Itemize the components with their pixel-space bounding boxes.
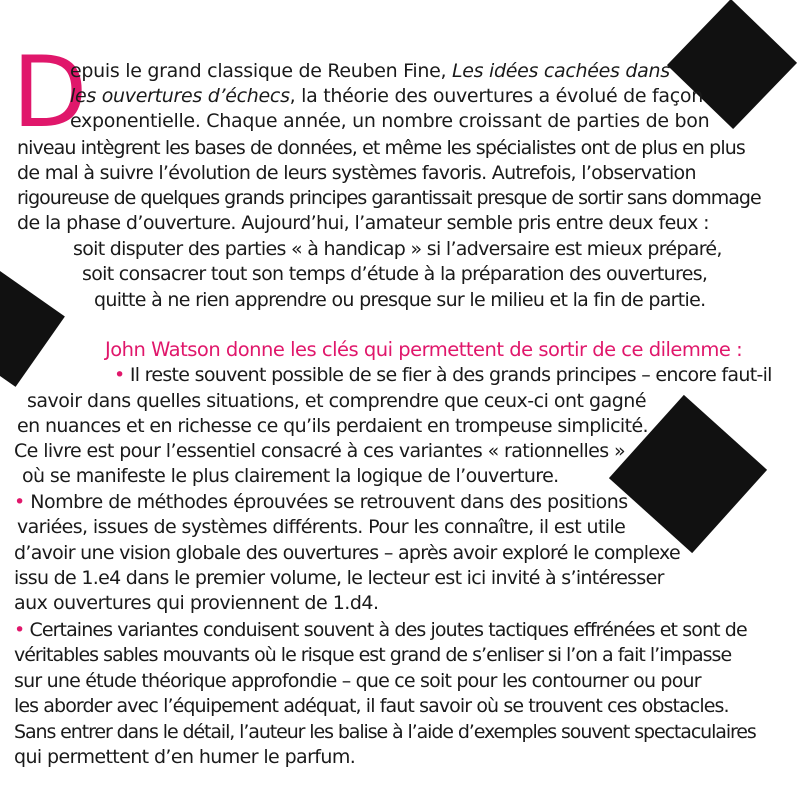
bullet-text: Certaines variantes conduisent souvent à des joutes tactiques effrénées et sont de xyxy=(24,619,747,641)
bullet-line: Sans entrer dans le détail, l’auteur les balise à l’aide d’exemples souvent spectaculaires xyxy=(14,721,756,743)
subheading: John Watson donne les clés qui permettent de sortir de ce dilemme : xyxy=(105,338,743,361)
bullet-line: aux ouvertures qui proviennent de 1.d4. xyxy=(14,592,379,614)
intro-line xyxy=(70,84,703,108)
bullet-line: Ce livre est pour l’essentiel consacré à ces variantes « rationnelles » xyxy=(14,440,626,462)
drop-cap: D xyxy=(12,36,88,150)
bullet-marker: • xyxy=(14,619,25,641)
book-title: Les idées cachées dans xyxy=(452,60,670,82)
intro-line: niveau intègrent les bases de données, et même les spécialistes ont de plus en plus xyxy=(17,137,745,159)
bullet-line xyxy=(14,618,747,642)
bullet-line xyxy=(114,363,772,387)
intro-line: de mal à suivre l’évolution de leurs systèmes favoris. Autrefois, l’observation xyxy=(17,162,696,184)
bullet-text: Nombre de méthodes éprouvées se retrouvent dans des positions xyxy=(24,491,628,513)
intro-line-text: , la théorie des ouvertures a évolué de façon xyxy=(289,85,703,107)
bullet-text: Il reste souvent possible de se fier à des grands principes – encore faut-il xyxy=(124,364,772,386)
intro-line: quitte à ne rien apprendre ou presque sur le milieu et la fin de partie. xyxy=(94,289,706,311)
bullet-line: issu de 1.e4 dans le premier volume, le lecteur est ici invité à s’intéresser xyxy=(14,567,664,589)
bullet-line: véritables sables mouvants où le risque est grand de s’enliser si l’on a fait l’impasse xyxy=(14,644,732,666)
bullet-line: savoir dans quelles situations, et comprendre que ceux-ci ont gagné xyxy=(27,390,647,412)
intro-line: exponentielle. Chaque année, un nombre croissant de parties de bon xyxy=(70,110,710,132)
bullet-line: où se manifeste le plus clairement la logique de l’ouverture. xyxy=(22,465,559,487)
decorative-square-left xyxy=(0,267,65,387)
bullet-line: sur une étude théorique approfondie – que ce soit pour les contourner ou pour xyxy=(14,670,701,692)
intro-line: soit disputer des parties « à handicap » si l’adversaire est mieux préparé, xyxy=(73,238,722,260)
book-title: les ouvertures d’échecs xyxy=(70,85,290,107)
intro-line: rigoureuse de quelques grands principes garantissait presque de sortir sans dommage xyxy=(17,187,761,209)
bullet-line xyxy=(14,490,628,514)
bullet-line: en nuances et en richesse ce qu’ils perdaient en trompeuse simplicité. xyxy=(17,415,648,437)
bullet-line: variées, issues de systèmes différents. Pour les connaître, il est utile xyxy=(17,516,626,538)
intro-line: de la phase d’ouverture. Aujourd’hui, l’amateur semble pris entre deux feux : xyxy=(17,212,709,234)
bullet-line: les aborder avec l’équipement adéquat, il faut savoir où se trouvent ces obstacles. xyxy=(14,695,729,717)
intro-line: soit consacrer tout son temps d’étude à la préparation des ouvertures, xyxy=(82,263,708,285)
intro-line xyxy=(70,59,670,83)
bullet-marker: • xyxy=(14,491,25,513)
bullet-marker: • xyxy=(114,364,125,386)
bullet-line: qui permettent d’en humer le parfum. xyxy=(14,746,356,768)
bullet-line: d’avoir une vision globale des ouvertures – après avoir exploré le complexe xyxy=(14,542,680,564)
intro-line-text: epuis le grand classique de Reuben Fine, xyxy=(70,60,452,82)
